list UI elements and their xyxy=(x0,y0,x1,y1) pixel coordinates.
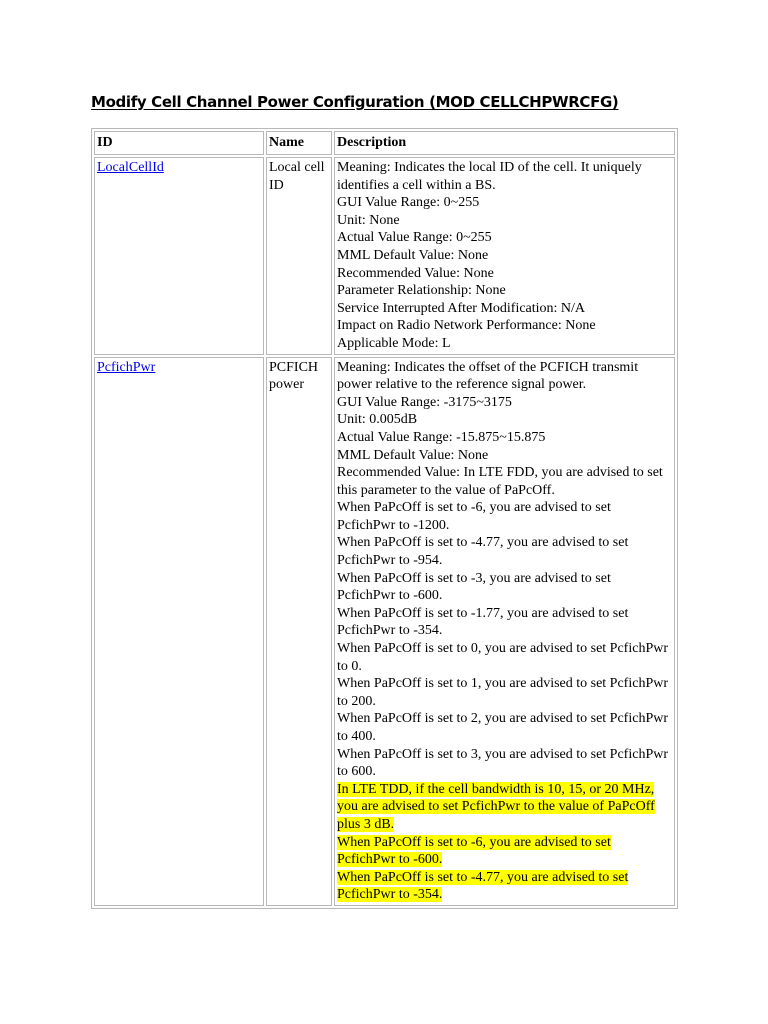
description-line: When PaPcOff is set to -3, you are advised to set PcfichPwr to -600. xyxy=(337,570,611,604)
header-description: Description xyxy=(334,131,675,155)
description-line: Meaning: Indicates the local ID of the cell. It uniquely identifies a cell within a BS. xyxy=(337,160,642,193)
description-line: Unit: None xyxy=(337,212,400,228)
highlighted-description-line xyxy=(337,869,672,904)
table-row xyxy=(94,357,675,906)
parameter-table xyxy=(91,128,678,909)
cell-id xyxy=(94,157,264,355)
cell-name: Local cell ID xyxy=(266,157,332,355)
description-line: GUI Value Range: 0~255 xyxy=(337,195,480,211)
header-name: Name xyxy=(266,131,332,155)
table-row xyxy=(94,157,675,355)
header-id: ID xyxy=(94,131,264,155)
cell-id xyxy=(94,357,264,906)
description-line: Actual Value Range: -15.875~15.875 xyxy=(337,429,546,445)
cell-description xyxy=(334,357,675,906)
page-title: Modify Cell Channel Power Configuration (MOD CELLCHPWRCFG) xyxy=(91,93,619,111)
description-line: MML Default Value: None xyxy=(337,447,489,463)
description-line: Parameter Relationship: None xyxy=(337,283,506,299)
description-line: When PaPcOff is set to 3, you are advised to set PcfichPwr to 600. xyxy=(337,746,669,780)
parameter-id-link[interactable]: PcfichPwr xyxy=(97,359,156,375)
description-line: When PaPcOff is set to -1.77, you are advised to set PcfichPwr to -354. xyxy=(337,605,629,639)
description-line: When PaPcOff is set to 1, you are advised to set PcfichPwr to 200. xyxy=(337,676,669,709)
description-line: MML Default Value: None xyxy=(337,247,489,263)
highlighted-text: When PaPcOff is set to -4.77, you are advised to set PcfichPwr to -354. xyxy=(337,869,629,903)
description-line: Unit: 0.005dB xyxy=(337,412,418,428)
highlighted-description-line xyxy=(337,834,672,869)
description-line: When PaPcOff is set to -4.77, you are advised to set PcfichPwr to -954. xyxy=(337,535,629,569)
description-line: Recommended Value: In LTE FDD, you are advised to set this parameter to the value of PaPcOff. xyxy=(337,465,663,498)
description-line: Service Interrupted After Modification: N/A xyxy=(337,300,586,316)
description-line: When PaPcOff is set to 2, you are advised to set PcfichPwr to 400. xyxy=(337,711,669,744)
description-line: Recommended Value: None xyxy=(337,265,494,281)
description-line: GUI Value Range: -3175~3175 xyxy=(337,394,512,410)
parameter-id-link[interactable]: LocalCellId xyxy=(97,160,164,175)
description-line: Applicable Mode: L xyxy=(337,335,451,351)
highlighted-text: When PaPcOff is set to -6, you are advised to set PcfichPwr to -600. xyxy=(337,834,611,868)
cell-name: PCFICH power xyxy=(266,357,332,906)
highlighted-description-line xyxy=(337,781,672,834)
cell-description xyxy=(334,157,675,355)
description-line: When PaPcOff is set to -6, you are advised to set PcfichPwr to -1200. xyxy=(337,500,611,533)
table-header-row xyxy=(94,131,675,155)
description-line: Impact on Radio Network Performance: None xyxy=(337,318,596,334)
highlighted-text: In LTE TDD, if the cell bandwidth is 10, 15, or 20 MHz, you are advised to set PcfichPwr to the value of PaPcOff plus 3 dB. xyxy=(337,781,655,832)
description-line: When PaPcOff is set to 0, you are advised to set PcfichPwr to 0. xyxy=(337,641,669,674)
description-line: Meaning: Indicates the offset of the PCFICH transmit power relative to the reference signal power. xyxy=(337,359,639,393)
description-line: Actual Value Range: 0~255 xyxy=(337,230,492,246)
